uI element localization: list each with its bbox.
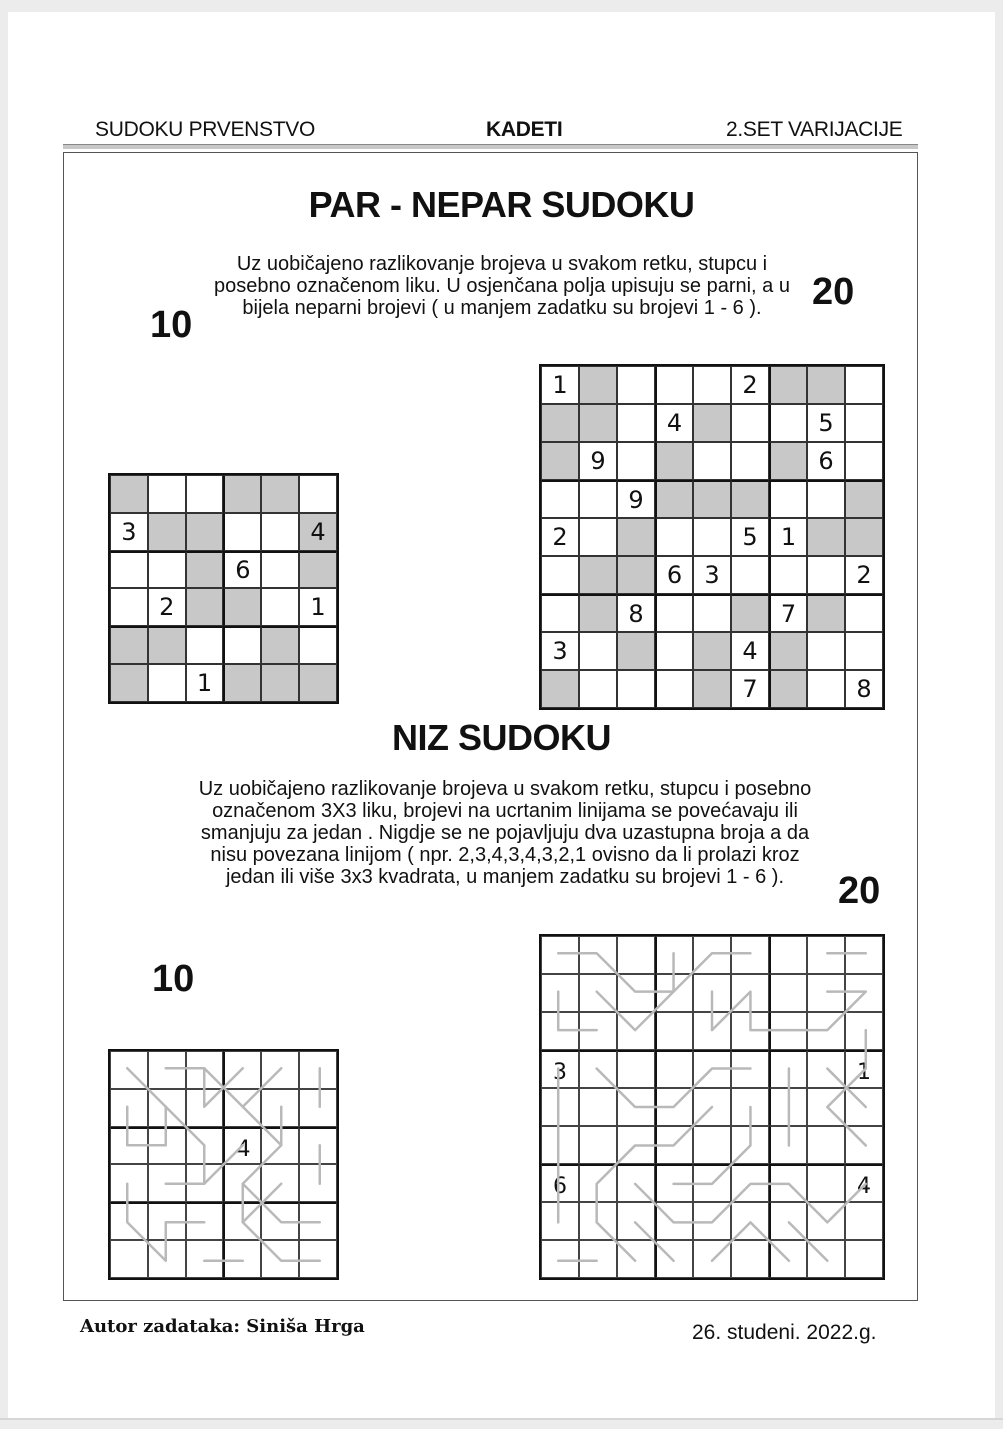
- grid-cell[interactable]: [655, 366, 693, 404]
- grid-cell[interactable]: [110, 475, 148, 513]
- grid-cell[interactable]: [299, 1089, 337, 1127]
- grid-cell[interactable]: [769, 974, 807, 1012]
- grid-cell[interactable]: [110, 664, 148, 702]
- grid-cell[interactable]: [693, 518, 731, 556]
- grid-cell[interactable]: [579, 1050, 617, 1088]
- header-divider: [63, 144, 918, 149]
- grid-cell[interactable]: [299, 551, 337, 589]
- grid-cell[interactable]: 1: [186, 664, 224, 702]
- grid-cell[interactable]: [693, 1088, 731, 1126]
- grid-cell[interactable]: [110, 1164, 148, 1202]
- grid-cell[interactable]: [261, 1202, 299, 1240]
- grid-cell[interactable]: [148, 1089, 186, 1127]
- header-category: KADETI: [486, 118, 563, 141]
- grid-cell[interactable]: [845, 1126, 883, 1164]
- grid-cell[interactable]: [693, 1050, 731, 1088]
- grid-cell[interactable]: [541, 1012, 579, 1050]
- date-label: 26. studeni. 2022.g.: [692, 1321, 877, 1344]
- grid-cell[interactable]: [769, 480, 807, 518]
- grid-cell[interactable]: [731, 974, 769, 1012]
- grid-cell[interactable]: [807, 1164, 845, 1202]
- grid-cell[interactable]: 1: [299, 588, 337, 626]
- grid-cell[interactable]: [655, 1202, 693, 1240]
- grid-cell[interactable]: 8: [617, 594, 655, 632]
- grid-cell[interactable]: [845, 974, 883, 1012]
- grid-cell[interactable]: [261, 475, 299, 513]
- even-odd-large-grid: [539, 364, 885, 710]
- grid-cell[interactable]: [617, 670, 655, 708]
- grid-cell[interactable]: 4: [223, 1127, 261, 1165]
- grid-cell[interactable]: [541, 404, 579, 442]
- grid-cell[interactable]: [148, 513, 186, 551]
- grid-cell[interactable]: 7: [769, 594, 807, 632]
- grid-cell[interactable]: [541, 1202, 579, 1240]
- grid-cell[interactable]: [731, 1012, 769, 1050]
- grid-cell[interactable]: [579, 404, 617, 442]
- grid-cell[interactable]: [731, 1050, 769, 1088]
- grid-cell[interactable]: 2: [845, 556, 883, 594]
- grid-cell[interactable]: [579, 1164, 617, 1202]
- grid-cell[interactable]: [655, 594, 693, 632]
- grid-cell[interactable]: [617, 1164, 655, 1202]
- grid-cell[interactable]: [845, 1240, 883, 1278]
- grid-cell[interactable]: [617, 1088, 655, 1126]
- grid-cell[interactable]: [223, 513, 261, 551]
- grid-cell[interactable]: [693, 1164, 731, 1202]
- grid-cell[interactable]: [731, 442, 769, 480]
- grid-cell[interactable]: [541, 1126, 579, 1164]
- grid-cell[interactable]: [223, 1240, 261, 1278]
- grid-cell[interactable]: [693, 974, 731, 1012]
- grid-cell[interactable]: 9: [617, 480, 655, 518]
- grid-cell[interactable]: [186, 1089, 224, 1127]
- grid-cell[interactable]: [579, 594, 617, 632]
- grid-cell[interactable]: [617, 1240, 655, 1278]
- grid-cell[interactable]: 2: [148, 588, 186, 626]
- grid-cell[interactable]: [617, 518, 655, 556]
- grid-cell[interactable]: [579, 518, 617, 556]
- grid-cell[interactable]: [541, 974, 579, 1012]
- grid-cell[interactable]: [223, 475, 261, 513]
- grid-cell[interactable]: [655, 632, 693, 670]
- grid-cell[interactable]: [769, 556, 807, 594]
- grid-cell[interactable]: [541, 556, 579, 594]
- grid-cell[interactable]: [110, 1089, 148, 1127]
- grid-cell[interactable]: [731, 404, 769, 442]
- grid-cell[interactable]: [579, 366, 617, 404]
- grid-cell[interactable]: [769, 936, 807, 974]
- grid-cell[interactable]: [693, 594, 731, 632]
- grid-cell[interactable]: [807, 1202, 845, 1240]
- grid-cell[interactable]: [769, 1126, 807, 1164]
- grid-cell[interactable]: [655, 1164, 693, 1202]
- grid-cell[interactable]: 6: [655, 556, 693, 594]
- grid-cell[interactable]: [655, 480, 693, 518]
- grid-cell[interactable]: [731, 1164, 769, 1202]
- grid-cell[interactable]: [769, 670, 807, 708]
- grid-cell[interactable]: [617, 1202, 655, 1240]
- niz-large-grid: [539, 934, 885, 1280]
- grid-cell[interactable]: [693, 632, 731, 670]
- grid-cell[interactable]: [731, 1240, 769, 1278]
- grid-cell[interactable]: [579, 936, 617, 974]
- grid-cell[interactable]: [617, 1126, 655, 1164]
- grid-cell[interactable]: [655, 518, 693, 556]
- grid-cell[interactable]: [693, 936, 731, 974]
- grid-cell[interactable]: [731, 556, 769, 594]
- grid-cell[interactable]: [186, 626, 224, 664]
- grid-cell[interactable]: [845, 518, 883, 556]
- grid-cell[interactable]: [579, 556, 617, 594]
- grid-cell[interactable]: [261, 626, 299, 664]
- grid-cell[interactable]: 3: [541, 632, 579, 670]
- grid-cell[interactable]: [693, 442, 731, 480]
- grid-cell[interactable]: [845, 366, 883, 404]
- grid-cell[interactable]: 6: [807, 442, 845, 480]
- grid-cell[interactable]: [261, 513, 299, 551]
- grid-cell[interactable]: [223, 588, 261, 626]
- grid-cell[interactable]: [541, 442, 579, 480]
- grid-cell[interactable]: [845, 632, 883, 670]
- grid-cell[interactable]: [223, 626, 261, 664]
- grid-cell[interactable]: [693, 1240, 731, 1278]
- grid-cell[interactable]: [807, 480, 845, 518]
- grid-cell[interactable]: 4: [845, 1164, 883, 1202]
- grid-cell[interactable]: [693, 1126, 731, 1164]
- niz-small-grid: [108, 1049, 339, 1280]
- even-odd-small-grid: [108, 473, 339, 704]
- grid-cell[interactable]: [579, 1012, 617, 1050]
- grid-cell[interactable]: [769, 442, 807, 480]
- grid-cell[interactable]: 6: [223, 551, 261, 589]
- grid-cell[interactable]: 8: [845, 670, 883, 708]
- grid-cell[interactable]: [186, 1127, 224, 1165]
- grid-cell[interactable]: [731, 480, 769, 518]
- grid-cell[interactable]: [299, 1127, 337, 1165]
- grid-cell[interactable]: [579, 1202, 617, 1240]
- grid-cell[interactable]: [807, 1012, 845, 1050]
- grid-cell[interactable]: [617, 974, 655, 1012]
- grid-cell[interactable]: [845, 1088, 883, 1126]
- grid-cell[interactable]: [223, 664, 261, 702]
- grid-cell[interactable]: [807, 632, 845, 670]
- grid-cell[interactable]: [807, 1240, 845, 1278]
- points-small-even-odd: 10: [150, 304, 193, 346]
- grid-cell[interactable]: [299, 626, 337, 664]
- grid-cell[interactable]: [299, 1051, 337, 1089]
- grid-cell[interactable]: 2: [731, 366, 769, 404]
- grid-cell[interactable]: [769, 404, 807, 442]
- grid-cell[interactable]: 3: [541, 1050, 579, 1088]
- grid-cell[interactable]: [148, 664, 186, 702]
- grid-cell[interactable]: [110, 1240, 148, 1278]
- grid-cell[interactable]: [261, 1240, 299, 1278]
- section-description-niz: Uz uobičajeno razlikovanje brojeva u svakom retku, stupcu i posebno označenom 3X3 liku, brojevi na ucrtanim linijama se povećavaju ili smanjuju za jedan . Nigdje se ne pojavljuju dva uzastupna broja a da nisu povezana linijom ( npr. 2,3,4,3,4,3,2,1 ovisno da li prolazi kroz jedan ili više 3x3 kvadrata, u manjem zadatku su brojevi 1 - 6 ).: [198, 778, 812, 888]
- grid-cell[interactable]: [186, 1240, 224, 1278]
- grid-cell[interactable]: [223, 1202, 261, 1240]
- grid-cell[interactable]: [541, 594, 579, 632]
- grid-cell[interactable]: [693, 1202, 731, 1240]
- grid-cell[interactable]: [845, 936, 883, 974]
- grid-cell[interactable]: [731, 1202, 769, 1240]
- grid-cell[interactable]: [731, 1088, 769, 1126]
- grid-cell[interactable]: 3: [693, 556, 731, 594]
- grid-cell[interactable]: [769, 1164, 807, 1202]
- grid-cell[interactable]: [186, 1051, 224, 1089]
- grid-cell[interactable]: [110, 1202, 148, 1240]
- points-small-niz: 10: [152, 958, 195, 1000]
- grid-cell[interactable]: [807, 1050, 845, 1088]
- grid-cell[interactable]: [541, 1240, 579, 1278]
- grid-cell[interactable]: 1: [541, 366, 579, 404]
- grid-cell[interactable]: [617, 366, 655, 404]
- grid-cell[interactable]: [655, 1012, 693, 1050]
- grid-cell[interactable]: 1: [845, 1050, 883, 1088]
- grid-cell[interactable]: [261, 1164, 299, 1202]
- grid-cell[interactable]: [299, 1202, 337, 1240]
- grid-cell[interactable]: [769, 1202, 807, 1240]
- grid-cell[interactable]: [655, 670, 693, 708]
- header-set-name: 2.SET VARIJACIJE: [726, 118, 903, 141]
- grid-cell[interactable]: [655, 442, 693, 480]
- grid-cell[interactable]: [769, 1050, 807, 1088]
- grid-cell[interactable]: [655, 974, 693, 1012]
- grid-cell[interactable]: [186, 551, 224, 589]
- grid-cell[interactable]: [148, 1127, 186, 1165]
- grid-cell[interactable]: [845, 442, 883, 480]
- grid-cell[interactable]: [541, 480, 579, 518]
- grid-cell[interactable]: [807, 974, 845, 1012]
- grid-cell[interactable]: [299, 664, 337, 702]
- grid-cell[interactable]: [655, 936, 693, 974]
- grid-cell[interactable]: [110, 551, 148, 589]
- grid-cell[interactable]: [148, 1240, 186, 1278]
- grid-cell[interactable]: [148, 475, 186, 513]
- points-large-even-odd: 20: [812, 271, 855, 313]
- grid-cell[interactable]: [186, 513, 224, 551]
- grid-cell[interactable]: [845, 1012, 883, 1050]
- grid-cell[interactable]: [223, 1051, 261, 1089]
- grid-cell[interactable]: [261, 588, 299, 626]
- grid-cell[interactable]: [186, 1202, 224, 1240]
- grid-cell[interactable]: [148, 1202, 186, 1240]
- grid-cell[interactable]: [807, 936, 845, 974]
- grid-cell[interactable]: [110, 1127, 148, 1165]
- bottom-divider: [0, 1418, 1003, 1420]
- grid-cell[interactable]: 2: [541, 518, 579, 556]
- grid-cell[interactable]: [807, 670, 845, 708]
- section-title-even-odd: PAR - NEPAR SUDOKU: [308, 184, 695, 225]
- grid-cell[interactable]: 3: [110, 513, 148, 551]
- grid-cell[interactable]: 1: [769, 518, 807, 556]
- grid-cell[interactable]: 4: [299, 513, 337, 551]
- grid-cell[interactable]: [845, 1202, 883, 1240]
- grid-cell[interactable]: [148, 1051, 186, 1089]
- grid-cell[interactable]: [807, 1088, 845, 1126]
- grid-cell[interactable]: [110, 588, 148, 626]
- grid-cell[interactable]: [769, 366, 807, 404]
- grid-cell[interactable]: 6: [541, 1164, 579, 1202]
- grid-cell[interactable]: [807, 518, 845, 556]
- grid-cell[interactable]: [807, 366, 845, 404]
- grid-cell[interactable]: [223, 1089, 261, 1127]
- grid-cell[interactable]: [110, 626, 148, 664]
- grid-cell[interactable]: [579, 480, 617, 518]
- grid-cell[interactable]: [693, 670, 731, 708]
- grid-cell[interactable]: [731, 594, 769, 632]
- section-title-niz: NIZ SUDOKU: [392, 717, 611, 758]
- author-credit: Autor zadataka: Siniša Hrga: [80, 1316, 365, 1337]
- grid-cell[interactable]: [845, 404, 883, 442]
- grid-cell[interactable]: [579, 1240, 617, 1278]
- grid-cell[interactable]: [299, 1164, 337, 1202]
- grid-cell[interactable]: [693, 404, 731, 442]
- grid-cell[interactable]: [110, 1051, 148, 1089]
- grid-cell[interactable]: 5: [731, 518, 769, 556]
- grid-cell[interactable]: [541, 670, 579, 708]
- grid-cell[interactable]: [769, 1240, 807, 1278]
- grid-cell[interactable]: [223, 1164, 261, 1202]
- grid-cell[interactable]: [731, 936, 769, 974]
- grid-cell[interactable]: [731, 1126, 769, 1164]
- grid-cell[interactable]: [655, 1126, 693, 1164]
- grid-cell[interactable]: [261, 1127, 299, 1165]
- grid-cell[interactable]: [579, 974, 617, 1012]
- section-description-even-odd: Uz uobičajeno razlikovanje brojeva u svakom retku, stupcu i posebno označenom liku. U osjenčana polja upisuju se parni, a u bijela neparni brojevi ( u manjem zadatku su brojevi 1 - 6 ).: [214, 253, 790, 319]
- grid-cell[interactable]: [261, 1051, 299, 1089]
- grid-cell[interactable]: [541, 1088, 579, 1126]
- grid-cell[interactable]: [655, 1088, 693, 1126]
- grid-cell[interactable]: [845, 480, 883, 518]
- grid-cell[interactable]: [541, 936, 579, 974]
- grid-cell[interactable]: [579, 632, 617, 670]
- grid-cell[interactable]: [655, 1240, 693, 1278]
- grid-cell[interactable]: 4: [655, 404, 693, 442]
- grid-cell[interactable]: [807, 594, 845, 632]
- grid-cell[interactable]: [617, 1012, 655, 1050]
- grid-cell[interactable]: [845, 594, 883, 632]
- grid-cell[interactable]: [617, 1050, 655, 1088]
- grid-cell[interactable]: [617, 404, 655, 442]
- grid-cell[interactable]: [579, 1126, 617, 1164]
- grid-cell[interactable]: 7: [731, 670, 769, 708]
- grid-cell[interactable]: [693, 480, 731, 518]
- grid-cell[interactable]: 9: [579, 442, 617, 480]
- grid-cell[interactable]: [617, 936, 655, 974]
- grid-cell[interactable]: [579, 1088, 617, 1126]
- grid-cell[interactable]: [769, 632, 807, 670]
- grid-cell[interactable]: [261, 551, 299, 589]
- grid-cell[interactable]: [299, 475, 337, 513]
- grid-cell[interactable]: [186, 475, 224, 513]
- grid-cell[interactable]: [807, 556, 845, 594]
- grid-cell[interactable]: [617, 632, 655, 670]
- grid-cell[interactable]: [148, 626, 186, 664]
- points-large-niz: 20: [838, 870, 881, 912]
- header-competition-name: SUDOKU PRVENSTVO: [95, 118, 316, 141]
- grid-cell[interactable]: [261, 1089, 299, 1127]
- grid-cell[interactable]: [769, 1012, 807, 1050]
- grid-cell[interactable]: [617, 442, 655, 480]
- grid-cell[interactable]: [807, 1126, 845, 1164]
- grid-cell[interactable]: [186, 1164, 224, 1202]
- grid-cell[interactable]: [299, 1240, 337, 1278]
- grid-cell[interactable]: [148, 551, 186, 589]
- grid-cell[interactable]: 5: [807, 404, 845, 442]
- grid-cell[interactable]: [579, 670, 617, 708]
- grid-cell[interactable]: [769, 1088, 807, 1126]
- grid-cell[interactable]: [655, 1050, 693, 1088]
- grid-cell[interactable]: [148, 1164, 186, 1202]
- grid-cell[interactable]: [693, 366, 731, 404]
- grid-cell[interactable]: [186, 588, 224, 626]
- grid-cell[interactable]: [617, 556, 655, 594]
- grid-cell[interactable]: 4: [731, 632, 769, 670]
- grid-cell[interactable]: [261, 664, 299, 702]
- grid-cell[interactable]: [693, 1012, 731, 1050]
